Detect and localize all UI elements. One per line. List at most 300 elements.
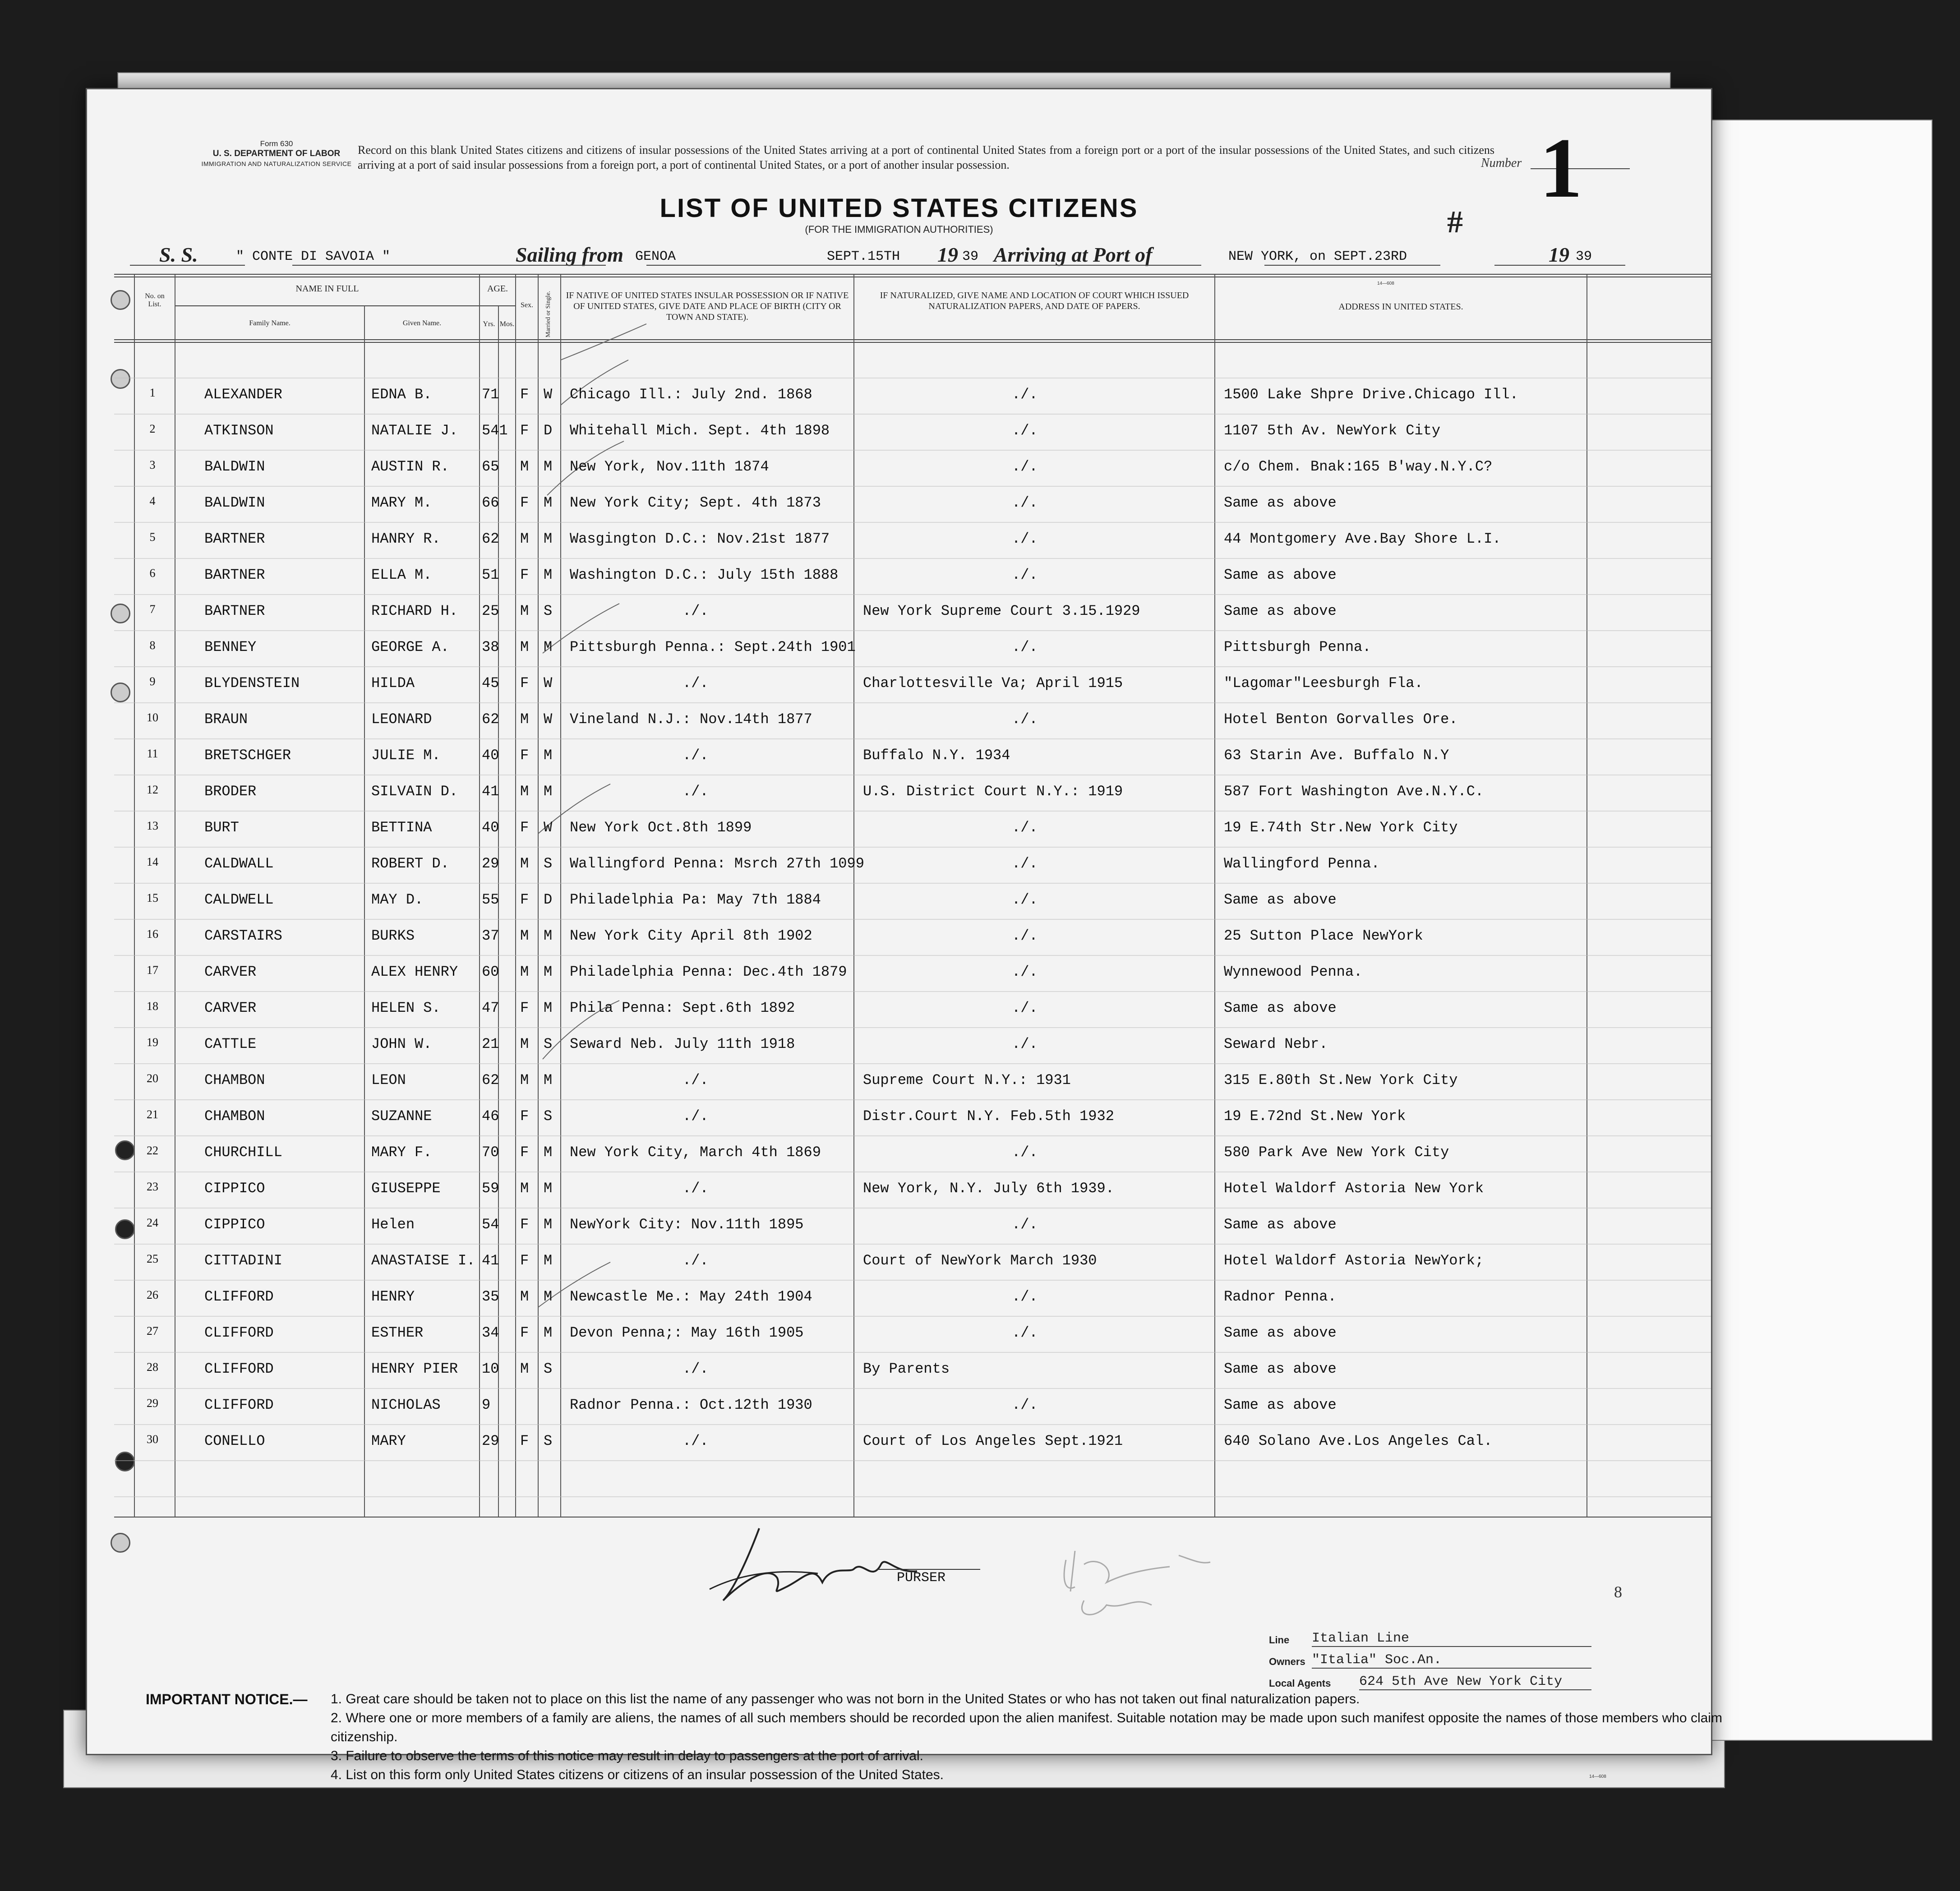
- given-name: JULIE M.: [371, 747, 441, 764]
- marital-status: M: [544, 458, 553, 475]
- table-row: [87, 1280, 1711, 1316]
- birth-place-date: Radnor Penna.: Oct.12th 1930: [570, 1397, 812, 1413]
- naturalization: Charlottesville Va; April 1915: [863, 675, 1123, 692]
- notice-heading: IMPORTANT NOTICE.—: [146, 1691, 308, 1707]
- table-row: [87, 811, 1711, 847]
- table-row: [87, 1208, 1711, 1244]
- naturalization: Court of Los Angeles Sept.1921: [863, 1433, 1123, 1449]
- given-name: ESTHER: [371, 1324, 424, 1341]
- birth-place-date: Washington D.C.: July 15th 1888: [570, 567, 839, 583]
- col-header-birth: IF NATIVE OF UNITED STATES INSULAR POSSESSION OR IF NATIVE OF UNITED STATES, GIVE DATE AND PLACE OF BIRTH (CITY OR TOWN AND STATE).: [566, 291, 849, 322]
- sex: M: [520, 530, 529, 547]
- marital-status: M: [544, 747, 553, 764]
- naturalization: ./.: [1012, 386, 1038, 403]
- family-name: CIPPICO: [204, 1180, 265, 1197]
- sex: M: [520, 458, 529, 475]
- family-name: CLIFFORD: [204, 1397, 274, 1413]
- year-prefix-1: 19: [937, 243, 958, 266]
- naturalization: Buffalo N.Y. 1934: [863, 747, 1010, 764]
- given-name: MARY F.: [371, 1144, 432, 1161]
- given-name: HANRY R.: [371, 530, 441, 547]
- sex: F: [520, 1144, 529, 1161]
- family-name: CARSTAIRS: [204, 927, 282, 944]
- given-name: HELEN S.: [371, 1000, 441, 1016]
- us-address: 63 Starin Ave. Buffalo N.Y: [1224, 747, 1449, 764]
- sex: F: [520, 1252, 529, 1269]
- sailing-year: 39: [962, 249, 979, 264]
- naturalization: ./.: [1012, 1288, 1038, 1305]
- sex: F: [520, 386, 529, 403]
- notice-item: 2. Where one or more members of a family are aliens, the names of all such members should be recorded upon the alien manifest. Suitable notation may be made upon such manifest opposite the names of those members who claim citizenship.: [331, 1711, 1722, 1744]
- col-header-family: Family Name.: [249, 319, 291, 327]
- age-years: 37: [482, 927, 499, 944]
- punch-hole: [111, 290, 130, 310]
- birth-place-date: Whitehall Mich. Sept. 4th 1898: [570, 422, 830, 439]
- sex: F: [520, 1324, 529, 1341]
- sex: F: [520, 1000, 529, 1016]
- marital-status: M: [544, 639, 553, 655]
- marital-status: M: [544, 1180, 553, 1197]
- family-name: CLIFFORD: [204, 1324, 274, 1341]
- sailing-label: Sailing from: [516, 243, 624, 266]
- us-address: 25 Sutton Place NewYork: [1224, 927, 1423, 944]
- naturalization: Distr.Court N.Y. Feb.5th 1932: [863, 1108, 1114, 1125]
- marital-status: W: [544, 819, 553, 836]
- sex: F: [520, 567, 529, 583]
- adjacent-sheet: [1710, 120, 1932, 1741]
- family-name: BARTNER: [204, 567, 265, 583]
- us-address: Seward Nebr.: [1224, 1036, 1328, 1052]
- age-years: 45: [482, 675, 499, 692]
- age-years: 10: [482, 1361, 499, 1377]
- given-name: GIUSEPPE: [371, 1180, 441, 1197]
- sex: F: [520, 1108, 529, 1125]
- age-years: 29: [482, 855, 499, 872]
- marital-status: D: [544, 422, 553, 439]
- given-name: SUZANNE: [371, 1108, 432, 1125]
- table-row: [87, 1425, 1711, 1461]
- us-address: "Lagomar"Leesburgh Fla.: [1224, 675, 1423, 692]
- age-years: 55: [482, 891, 499, 908]
- col-header-age: AGE.: [487, 284, 508, 294]
- age-years: 21: [482, 1036, 499, 1052]
- table-row: [87, 1028, 1711, 1064]
- age-years: 40: [482, 747, 499, 764]
- marital-status: W: [544, 386, 553, 403]
- row-number: 25: [147, 1252, 158, 1265]
- table-row: [87, 1172, 1711, 1208]
- year-prefix-2: 19: [1549, 243, 1569, 266]
- birth-place-date: ./.: [683, 1072, 709, 1088]
- row-number: 21: [147, 1108, 158, 1121]
- row-number: 10: [147, 711, 158, 724]
- page-title: LIST OF UNITED STATES CITIZENS: [659, 194, 1139, 223]
- birth-place-date: ./.: [683, 1361, 709, 1377]
- us-address: 580 Park Ave New York City: [1224, 1144, 1449, 1161]
- naturalization: ./.: [1012, 711, 1038, 728]
- row-number: 4: [149, 494, 156, 507]
- marital-status: M: [544, 1216, 553, 1233]
- us-address: Hotel Waldorf Astoria New York: [1224, 1180, 1484, 1197]
- sex: M: [520, 639, 529, 655]
- family-name: BENNEY: [204, 639, 257, 655]
- sex: M: [520, 711, 529, 728]
- naturalization: Court of NewYork March 1930: [863, 1252, 1097, 1269]
- given-name: SILVAIN D.: [371, 783, 458, 800]
- col-header-mos: Mos.: [499, 320, 515, 328]
- table-row: [87, 1316, 1711, 1352]
- us-address: Same as above: [1224, 891, 1337, 908]
- given-name: NATALIE J.: [371, 422, 458, 439]
- sex: M: [520, 783, 529, 800]
- row-number: 13: [147, 819, 158, 832]
- given-name: LEON: [371, 1072, 406, 1088]
- family-name: BLYDENSTEIN: [204, 675, 300, 692]
- given-name: LEONARD: [371, 711, 432, 728]
- row-number: 6: [149, 567, 156, 580]
- col-header-married: Married or Single.: [545, 291, 552, 337]
- sex: M: [520, 964, 529, 980]
- row-number: 15: [147, 891, 158, 904]
- sex: M: [520, 1180, 529, 1197]
- row-number: 12: [147, 783, 158, 796]
- family-name: CHAMBON: [204, 1108, 265, 1125]
- sex: M: [520, 1036, 529, 1052]
- family-name: CIPPICO: [204, 1216, 265, 1233]
- row-number: 19: [147, 1036, 158, 1049]
- col-header-name: NAME IN FULL: [295, 284, 359, 294]
- us-address: Wynnewood Penna.: [1224, 964, 1363, 980]
- family-name: CLIFFORD: [204, 1361, 274, 1377]
- birth-place-date: Wasgington D.C.: Nov.21st 1877: [570, 530, 830, 547]
- age-years: 51: [482, 567, 499, 583]
- given-name: HENRY PIER: [371, 1361, 458, 1377]
- table-row: [87, 883, 1711, 919]
- row-number: 28: [147, 1361, 158, 1374]
- naturalization: ./.: [1012, 819, 1038, 836]
- age-years: 41: [482, 783, 499, 800]
- col-header-naturalized: IF NATURALIZED, GIVE NAME AND LOCATION OF COURT WHICH ISSUED NATURALIZATION PAPERS, AND DATE OF PAPERS.: [880, 291, 1189, 311]
- us-address: 19 E.74th Str.New York City: [1224, 819, 1458, 836]
- family-name: CALDWALL: [204, 855, 274, 872]
- line-value: Italian Line: [1312, 1631, 1591, 1647]
- given-name: GEORGE A.: [371, 639, 449, 655]
- family-name: CHAMBON: [204, 1072, 265, 1088]
- family-name: CLIFFORD: [204, 1288, 274, 1305]
- arriving-label: Arriving at Port of: [994, 243, 1153, 266]
- table-row: [87, 992, 1711, 1028]
- row-number: 29: [147, 1397, 158, 1410]
- age-years: 46: [482, 1108, 499, 1125]
- owners-value: "Italia" Soc.An.: [1312, 1652, 1591, 1669]
- agents-value: 624 5th Ave New York City: [1359, 1674, 1591, 1690]
- us-address: 587 Fort Washington Ave.N.Y.C.: [1224, 783, 1484, 800]
- marital-status: M: [544, 494, 553, 511]
- given-name: EDNA B.: [371, 386, 432, 403]
- family-name: BARTNER: [204, 530, 265, 547]
- family-name: CALDWELL: [204, 891, 274, 908]
- us-address: Hotel Benton Gorvalles Ore.: [1224, 711, 1458, 728]
- table-row: [87, 1136, 1711, 1172]
- marital-status: M: [544, 1288, 553, 1305]
- family-name: BALDWIN: [204, 494, 265, 511]
- birth-place-date: Wallingford Penna: Msrch 27th 1099: [570, 855, 864, 872]
- sex: M: [520, 1361, 529, 1377]
- marital-status: M: [544, 1144, 553, 1161]
- birth-place-date: ./.: [683, 783, 709, 800]
- us-address: Same as above: [1224, 1397, 1337, 1413]
- age-years: 66: [482, 494, 499, 511]
- marital-status: S: [544, 1108, 553, 1125]
- col-header-sex: Sex.: [521, 301, 533, 309]
- sex: M: [520, 1072, 529, 1088]
- naturalization: ./.: [1012, 458, 1038, 475]
- agents-label: Local Agents: [1269, 1678, 1331, 1689]
- sex: F: [520, 747, 529, 764]
- family-name: BRODER: [204, 783, 257, 800]
- marital-status: M: [544, 530, 553, 547]
- table-row: [87, 378, 1711, 414]
- owners-label: Owners: [1269, 1656, 1305, 1667]
- row-number: 5: [149, 530, 156, 544]
- us-address: Same as above: [1224, 1000, 1337, 1016]
- naturalization: ./.: [1012, 927, 1038, 944]
- age-years: 35: [482, 1288, 499, 1305]
- sex: F: [520, 494, 529, 511]
- marital-status: M: [544, 1000, 553, 1016]
- family-name: BALDWIN: [204, 458, 265, 475]
- age-years: 60: [482, 964, 499, 980]
- us-address: 1107 5th Av. NewYork City: [1224, 422, 1441, 439]
- row-number: 24: [147, 1216, 158, 1229]
- given-name: Helen: [371, 1216, 415, 1233]
- age-years: 47: [482, 1000, 499, 1016]
- sex: F: [520, 1433, 529, 1449]
- manifest-sheet: [86, 88, 1722, 1782]
- marital-status: M: [544, 1072, 553, 1088]
- marital-status: M: [544, 1252, 553, 1269]
- table-row: [87, 919, 1711, 955]
- table-row: [87, 631, 1711, 667]
- table-row: [87, 486, 1711, 522]
- notice-item: 1. Great care should be taken not to place on this list the name of any passenger who was not born in the United States or who has not taken out final naturalization papers.: [331, 1692, 1360, 1707]
- table-row: [87, 414, 1711, 450]
- marital-status: M: [544, 567, 553, 583]
- naturalization: ./.: [1012, 639, 1038, 655]
- given-name: ELLA M.: [371, 567, 432, 583]
- table-row: [87, 1352, 1711, 1388]
- table-row: [87, 775, 1711, 811]
- sailing-port: GENOA: [635, 249, 676, 264]
- us-address: 19 E.72nd St.New York: [1224, 1108, 1406, 1125]
- age-years: 62: [482, 1072, 499, 1088]
- family-name: BARTNER: [204, 603, 265, 619]
- marital-status: W: [544, 675, 553, 692]
- table-row: [87, 955, 1711, 992]
- sex: M: [520, 927, 529, 944]
- age-years: 71: [482, 386, 499, 403]
- row-number: 26: [147, 1288, 158, 1301]
- birth-place-date: Vineland N.J.: Nov.14th 1877: [570, 711, 812, 728]
- table-row: [87, 1388, 1711, 1425]
- naturalization: ./.: [1012, 1397, 1038, 1413]
- us-address: Same as above: [1224, 567, 1337, 583]
- naturalization: ./.: [1012, 1324, 1038, 1341]
- age-years: 40: [482, 819, 499, 836]
- birth-place-date: New York City April 8th 1902: [570, 927, 812, 944]
- given-name: ALEX HENRY: [371, 964, 458, 980]
- naturalization: New York Supreme Court 3.15.1929: [863, 603, 1140, 619]
- age-years: 62: [482, 530, 499, 547]
- given-name: MARY M.: [371, 494, 432, 511]
- birth-place-date: New York City, March 4th 1869: [570, 1144, 821, 1161]
- naturalization: ./.: [1012, 422, 1038, 439]
- age-years: 59: [482, 1180, 499, 1197]
- age-years: 9: [482, 1397, 491, 1413]
- naturalization: U.S. District Court N.Y.: 1919: [863, 783, 1123, 800]
- age-years: 34: [482, 1324, 499, 1341]
- inspector-initials: [1057, 1542, 1219, 1623]
- notice-code: 14—608: [1589, 1774, 1606, 1779]
- table-row: [87, 847, 1711, 883]
- sex: F: [520, 891, 529, 908]
- department-name: U. S. DEPARTMENT OF LABOR: [212, 149, 341, 158]
- col-header-yrs: Yrs.: [483, 320, 495, 328]
- family-name: BRETSCHGER: [204, 747, 291, 764]
- punch-hole: [111, 1533, 130, 1553]
- us-address: Pittsburgh Penna.: [1224, 639, 1371, 655]
- us-address: c/o Chem. Bnak:165 B'way.N.Y.C?: [1224, 458, 1493, 475]
- row-number: 17: [147, 964, 158, 977]
- given-name: MARY: [371, 1433, 406, 1449]
- birth-place-date: New York City; Sept. 4th 1873: [570, 494, 821, 511]
- given-name: NICHOLAS: [371, 1397, 441, 1413]
- us-address: Radnor Penna.: [1224, 1288, 1337, 1305]
- us-address: 1500 Lake Shpre Drive.Chicago Ill.: [1224, 386, 1518, 403]
- birth-place-date: ./.: [683, 1252, 709, 1269]
- family-name: BRAUN: [204, 711, 248, 728]
- page-number: 8: [1614, 1583, 1622, 1601]
- birth-place-date: New York, Nov.11th 1874: [570, 458, 769, 475]
- marital-status: S: [544, 1361, 553, 1377]
- naturalization: Supreme Court N.Y.: 1931: [863, 1072, 1071, 1088]
- family-name: CITTADINI: [204, 1252, 282, 1269]
- naturalization: ./.: [1012, 567, 1038, 583]
- us-address: Same as above: [1224, 603, 1337, 619]
- service-name: IMMIGRATION AND NATURALIZATION SERVICE: [201, 160, 352, 167]
- naturalization: By Parents: [863, 1361, 950, 1377]
- row-number: 7: [149, 603, 156, 616]
- ship-name: " CONTE DI SAVOIA ": [236, 249, 391, 264]
- age-years: 54: [482, 1216, 499, 1233]
- sex: M: [520, 603, 529, 619]
- marital-status: M: [544, 783, 553, 800]
- table-row: [87, 667, 1711, 703]
- naturalization: ./.: [1012, 1036, 1038, 1052]
- marital-status: S: [544, 855, 553, 872]
- naturalization: ./.: [1012, 855, 1038, 872]
- family-name: BURT: [204, 819, 239, 836]
- us-address: Hotel Waldorf Astoria NewYork;: [1224, 1252, 1484, 1269]
- marital-status: S: [544, 603, 553, 619]
- marital-status: S: [544, 1433, 553, 1449]
- us-address: Wallingford Penna.: [1224, 855, 1380, 872]
- stamp-mark: #: [1447, 205, 1463, 240]
- given-name: AUSTIN R.: [371, 458, 449, 475]
- family-name: CHURCHILL: [204, 1144, 282, 1161]
- row-number: 8: [149, 639, 156, 652]
- age-years: 70: [482, 1144, 499, 1161]
- arrival-year: 39: [1576, 249, 1592, 264]
- marital-status: S: [544, 1036, 553, 1052]
- naturalization: ./.: [1012, 891, 1038, 908]
- birth-place-date: ./.: [683, 675, 709, 692]
- table-row: [87, 450, 1711, 486]
- age-years: 65: [482, 458, 499, 475]
- family-name: CATTLE: [204, 1036, 257, 1052]
- table-row: [87, 1244, 1711, 1280]
- naturalization: ./.: [1012, 494, 1038, 511]
- sailing-date: SEPT.15TH: [827, 249, 900, 264]
- age-years: 62: [482, 711, 499, 728]
- notice-item: 4. List on this form only United States citizens or citizens of an insular possession of the United States.: [331, 1767, 944, 1782]
- given-name: ANASTAISE I.: [371, 1252, 475, 1269]
- marital-status: M: [544, 927, 553, 944]
- row-number: 30: [147, 1433, 158, 1446]
- arrival-port: NEW YORK, on SEPT.23RD: [1228, 249, 1407, 264]
- printer-code: 14—608: [1377, 281, 1394, 286]
- row-number: 11: [147, 747, 158, 760]
- us-address: 315 E.80th St.New York City: [1224, 1072, 1458, 1088]
- birth-place-date: ./.: [683, 747, 709, 764]
- family-name: CARVER: [204, 1000, 257, 1016]
- given-name: BETTINA: [371, 819, 432, 836]
- birth-place-date: ./.: [683, 603, 709, 619]
- intro-text: Record on this blank United States citizens and citizens of insular possessions of the United States arriving at a port of continental United States from a foreign port or a port of the insular possessions of the United States, and such citizens arriving at a port of said insular possessions from a foreign port, a port of continental United States, or a port of another insular possession.: [358, 143, 1494, 171]
- birth-place-date: ./.: [683, 1433, 709, 1449]
- row-number: 9: [149, 675, 156, 688]
- us-address: 640 Solano Ave.Los Angeles Cal.: [1224, 1433, 1493, 1449]
- ss-label: S. S.: [159, 243, 198, 266]
- sex: F: [520, 819, 529, 836]
- birth-place-date: NewYork City: Nov.11th 1895: [570, 1216, 804, 1233]
- age-years: 25: [482, 603, 499, 619]
- age-years: 541: [482, 422, 508, 439]
- naturalization: ./.: [1012, 1000, 1038, 1016]
- table-row: [87, 558, 1711, 595]
- purser-label: PURSER: [897, 1570, 946, 1586]
- marital-status: M: [544, 1324, 553, 1341]
- row-number: 22: [147, 1144, 158, 1157]
- birth-place-date: Devon Penna;: May 16th 1905: [570, 1324, 804, 1341]
- sex: M: [520, 1288, 529, 1305]
- col-header-given: Given Name.: [402, 319, 442, 327]
- family-name: ALEXANDER: [204, 386, 282, 403]
- list-number: 1: [1540, 121, 1582, 216]
- table-row: [87, 1064, 1711, 1100]
- naturalization: ./.: [1012, 1144, 1038, 1161]
- given-name: HENRY: [371, 1288, 415, 1305]
- sex: F: [520, 675, 529, 692]
- sex: M: [520, 855, 529, 872]
- birth-place-date: Seward Neb. July 11th 1918: [570, 1036, 795, 1052]
- us-address: Same as above: [1224, 1324, 1337, 1341]
- family-name: CARVER: [204, 964, 257, 980]
- us-address: 44 Montgomery Ave.Bay Shore L.I.: [1224, 530, 1501, 547]
- birth-place-date: Philadelphia Penna: Dec.4th 1879: [570, 964, 847, 980]
- naturalization: ./.: [1012, 964, 1038, 980]
- table-row: [87, 522, 1711, 558]
